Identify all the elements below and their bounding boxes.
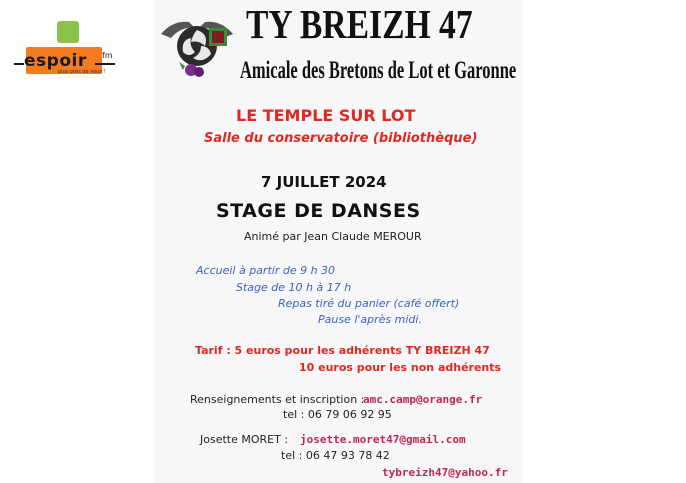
event-name: STAGE DE DANSES	[216, 200, 421, 222]
logo-tagline: plus près de vous !	[58, 69, 106, 75]
person-email[interactable]: josette.moret47@gmail.com	[300, 433, 466, 446]
logo-brand-text: espoir	[24, 51, 87, 71]
logo-fm-text: fm	[102, 51, 113, 60]
program-line: Repas tiré du panier (café offert)	[278, 297, 460, 310]
poster-title: TY BREIZH 47	[246, 1, 473, 47]
contact-email[interactable]: amc.camp@orange.fr	[363, 393, 483, 406]
event-hall: Salle du conservatoire (bibliothèque)	[204, 131, 478, 146]
person-label: Josette MORET :	[200, 433, 289, 446]
poster-subtitle: Amicale des Bretons de Lot et Garonne	[240, 57, 517, 84]
person-tel: tel : 06 47 93 78 42	[281, 449, 390, 462]
extra-email[interactable]: tybreizh47@yahoo.fr	[382, 466, 508, 479]
event-host: Animé par Jean Claude MEROUR	[244, 230, 422, 243]
event-place: LE TEMPLE SUR LOT	[236, 106, 416, 125]
program-line: Accueil à partir de 9 h 30	[196, 264, 336, 277]
triskelion-emblem-icon	[159, 16, 235, 80]
program-line: Stage de 10 h à 17 h	[236, 281, 352, 294]
logo-green-square	[57, 21, 79, 43]
tarif-line: Tarif : 5 euros pour les adhérents TY BREIZH 47	[195, 344, 490, 357]
logo-right-line	[95, 63, 115, 65]
contact-label: Renseignements et inscription :	[190, 393, 365, 406]
tarif-line: 10 euros pour les non adhérents	[299, 361, 502, 374]
contact-tel: tel : 06 79 06 92 95	[283, 408, 392, 421]
event-date: 7 JUILLET 2024	[261, 173, 387, 191]
logo-left-line	[14, 63, 24, 65]
program-line: Pause l'après midi.	[318, 313, 422, 326]
